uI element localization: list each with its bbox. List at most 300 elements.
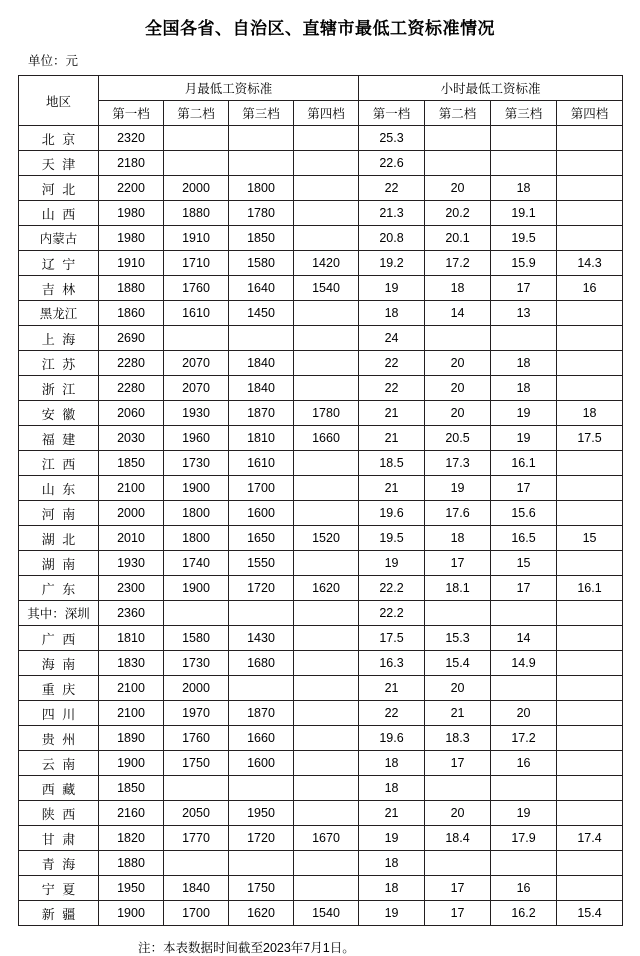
monthly-tier-1-cell: 1810 (99, 626, 164, 651)
monthly-tier-4-cell (294, 626, 359, 651)
monthly-tier-4-cell: 1660 (294, 426, 359, 451)
region-cell: 甘 肃 (19, 826, 99, 851)
region-cell: 湖 南 (19, 551, 99, 576)
monthly-tier-1-cell: 1850 (99, 776, 164, 801)
region-cell: 吉 林 (19, 276, 99, 301)
region-cell: 河 北 (19, 176, 99, 201)
hourly-tier-2-cell: 20 (425, 676, 491, 701)
monthly-tier-3-cell: 1840 (229, 351, 294, 376)
table-header-row-tiers (19, 101, 623, 126)
hourly-tier-2-cell: 20 (425, 801, 491, 826)
hourly-tier-4-cell (557, 451, 623, 476)
column-group-hourly: 小时最低工资标准 (359, 76, 623, 101)
hourly-tier-4-cell: 18 (557, 401, 623, 426)
column-group-monthly: 月最低工资标准 (99, 76, 359, 101)
monthly-tier-1-cell: 2100 (99, 476, 164, 501)
hourly-tier-1-cell: 16.3 (359, 651, 425, 676)
hourly-tier-4-cell (557, 226, 623, 251)
hourly-tier-4-cell (557, 351, 623, 376)
monthly-tier-2-cell: 1580 (164, 626, 229, 651)
monthly-tier-4-cell (294, 176, 359, 201)
monthly-tier-3-cell: 1800 (229, 176, 294, 201)
hourly-tier-3-cell: 17 (491, 576, 557, 601)
monthly-tier-2-cell: 1700 (164, 901, 229, 926)
monthly-tier-1-cell: 2300 (99, 576, 164, 601)
hourly-tier-4-cell (557, 626, 623, 651)
table-row (19, 301, 623, 326)
hourly-tier-2-cell (425, 776, 491, 801)
hourly-tier-4-cell (557, 651, 623, 676)
table-row (19, 351, 623, 376)
hourly-tier-3-cell: 19 (491, 426, 557, 451)
hourly-tier-1-cell: 19 (359, 276, 425, 301)
hourly-tier-3-cell: 16 (491, 751, 557, 776)
hourly-tier-4-cell (557, 176, 623, 201)
monthly-tier-4-cell (294, 801, 359, 826)
hourly-tier-4-cell (557, 601, 623, 626)
hourly-tier-3-cell: 16.5 (491, 526, 557, 551)
table-row (19, 401, 623, 426)
monthly-tier-2-cell: 1960 (164, 426, 229, 451)
table-row (19, 751, 623, 776)
monthly-tier-2-cell: 1930 (164, 401, 229, 426)
table-row (19, 476, 623, 501)
column-header-hourly-tier-1: 第一档 (359, 101, 425, 126)
column-header-monthly-tier-4: 第四档 (294, 101, 359, 126)
hourly-tier-4-cell (557, 501, 623, 526)
monthly-tier-4-cell (294, 226, 359, 251)
monthly-tier-2-cell: 1800 (164, 526, 229, 551)
monthly-tier-1-cell: 1930 (99, 551, 164, 576)
table-row (19, 201, 623, 226)
monthly-tier-2-cell: 1760 (164, 276, 229, 301)
hourly-tier-4-cell: 17.4 (557, 826, 623, 851)
region-cell: 贵 州 (19, 726, 99, 751)
hourly-tier-2-cell: 17 (425, 551, 491, 576)
table-row (19, 126, 623, 151)
monthly-tier-1-cell: 1850 (99, 451, 164, 476)
table-row (19, 576, 623, 601)
monthly-tier-4-cell: 1520 (294, 526, 359, 551)
hourly-tier-2-cell: 15.4 (425, 651, 491, 676)
column-header-monthly-tier-3: 第三档 (229, 101, 294, 126)
monthly-tier-2-cell: 1740 (164, 551, 229, 576)
monthly-tier-1-cell: 2280 (99, 351, 164, 376)
monthly-tier-2-cell: 2070 (164, 376, 229, 401)
table-row (19, 551, 623, 576)
hourly-tier-1-cell: 18 (359, 751, 425, 776)
monthly-tier-1-cell: 2030 (99, 426, 164, 451)
region-cell: 浙 江 (19, 376, 99, 401)
region-cell: 上 海 (19, 326, 99, 351)
region-cell: 重 庆 (19, 676, 99, 701)
monthly-tier-2-cell: 1900 (164, 576, 229, 601)
hourly-tier-1-cell: 22 (359, 701, 425, 726)
hourly-tier-4-cell (557, 376, 623, 401)
monthly-tier-2-cell: 1770 (164, 826, 229, 851)
monthly-tier-4-cell (294, 151, 359, 176)
table-row (19, 326, 623, 351)
region-cell: 海 南 (19, 651, 99, 676)
region-cell: 其中：深圳 (19, 601, 99, 626)
region-cell: 山 东 (19, 476, 99, 501)
table-row (19, 376, 623, 401)
hourly-tier-3-cell (491, 676, 557, 701)
monthly-tier-3-cell (229, 326, 294, 351)
hourly-tier-3-cell (491, 151, 557, 176)
region-cell: 江 苏 (19, 351, 99, 376)
monthly-tier-2-cell (164, 151, 229, 176)
hourly-tier-3-cell: 19.1 (491, 201, 557, 226)
hourly-tier-1-cell: 21 (359, 426, 425, 451)
hourly-tier-4-cell (557, 701, 623, 726)
hourly-tier-3-cell: 15 (491, 551, 557, 576)
monthly-tier-3-cell: 1950 (229, 801, 294, 826)
monthly-tier-3-cell: 1610 (229, 451, 294, 476)
table-row (19, 701, 623, 726)
hourly-tier-3-cell: 16.1 (491, 451, 557, 476)
table-row (19, 651, 623, 676)
hourly-tier-2-cell: 18 (425, 276, 491, 301)
monthly-tier-4-cell (294, 726, 359, 751)
region-cell: 西 藏 (19, 776, 99, 801)
region-cell: 湖 北 (19, 526, 99, 551)
monthly-tier-3-cell: 1430 (229, 626, 294, 651)
hourly-tier-3-cell: 17 (491, 276, 557, 301)
column-header-monthly-tier-1: 第一档 (99, 101, 164, 126)
table-row (19, 501, 623, 526)
monthly-tier-4-cell: 1670 (294, 826, 359, 851)
monthly-tier-1-cell: 1860 (99, 301, 164, 326)
hourly-tier-1-cell: 22.2 (359, 601, 425, 626)
monthly-tier-3-cell: 1550 (229, 551, 294, 576)
table-row (19, 876, 623, 901)
monthly-tier-4-cell (294, 351, 359, 376)
monthly-tier-4-cell (294, 751, 359, 776)
table-row (19, 851, 623, 876)
hourly-tier-1-cell: 24 (359, 326, 425, 351)
region-cell: 青 海 (19, 851, 99, 876)
region-cell: 天 津 (19, 151, 99, 176)
monthly-tier-4-cell (294, 876, 359, 901)
hourly-tier-2-cell: 20 (425, 351, 491, 376)
hourly-tier-3-cell: 16 (491, 876, 557, 901)
monthly-tier-1-cell: 1980 (99, 201, 164, 226)
hourly-tier-4-cell: 15.4 (557, 901, 623, 926)
monthly-tier-3-cell: 1840 (229, 376, 294, 401)
monthly-tier-2-cell: 1710 (164, 251, 229, 276)
monthly-tier-1-cell: 1830 (99, 651, 164, 676)
monthly-tier-2-cell: 1730 (164, 451, 229, 476)
monthly-tier-3-cell: 1580 (229, 251, 294, 276)
region-cell: 辽 宁 (19, 251, 99, 276)
hourly-tier-1-cell: 18 (359, 851, 425, 876)
monthly-tier-1-cell: 2180 (99, 151, 164, 176)
monthly-tier-2-cell: 1910 (164, 226, 229, 251)
monthly-tier-2-cell (164, 601, 229, 626)
monthly-tier-2-cell: 1730 (164, 651, 229, 676)
monthly-tier-3-cell (229, 676, 294, 701)
hourly-tier-1-cell: 21 (359, 476, 425, 501)
table-row (19, 901, 623, 926)
hourly-tier-2-cell: 18 (425, 526, 491, 551)
monthly-tier-1-cell: 1880 (99, 276, 164, 301)
hourly-tier-3-cell: 20 (491, 701, 557, 726)
hourly-tier-4-cell (557, 476, 623, 501)
table-row (19, 151, 623, 176)
monthly-tier-2-cell (164, 776, 229, 801)
hourly-tier-1-cell: 21.3 (359, 201, 425, 226)
hourly-tier-1-cell: 22.2 (359, 576, 425, 601)
hourly-tier-2-cell: 17.6 (425, 501, 491, 526)
monthly-tier-1-cell: 2320 (99, 126, 164, 151)
hourly-tier-2-cell: 17.3 (425, 451, 491, 476)
region-cell: 安 徽 (19, 401, 99, 426)
hourly-tier-1-cell: 22.6 (359, 151, 425, 176)
monthly-tier-3-cell: 1600 (229, 751, 294, 776)
monthly-tier-4-cell (294, 126, 359, 151)
table-row (19, 276, 623, 301)
hourly-tier-2-cell: 20 (425, 176, 491, 201)
monthly-tier-1-cell: 1980 (99, 226, 164, 251)
table-row (19, 801, 623, 826)
hourly-tier-2-cell: 17 (425, 901, 491, 926)
hourly-tier-2-cell: 20.5 (425, 426, 491, 451)
monthly-tier-4-cell: 1540 (294, 276, 359, 301)
hourly-tier-1-cell: 21 (359, 401, 425, 426)
monthly-tier-3-cell: 1600 (229, 501, 294, 526)
monthly-tier-4-cell: 1420 (294, 251, 359, 276)
hourly-tier-1-cell: 21 (359, 801, 425, 826)
region-cell: 福 建 (19, 426, 99, 451)
monthly-tier-3-cell: 1720 (229, 576, 294, 601)
hourly-tier-1-cell: 18 (359, 301, 425, 326)
monthly-tier-1-cell: 2060 (99, 401, 164, 426)
monthly-tier-4-cell (294, 476, 359, 501)
monthly-tier-3-cell: 1750 (229, 876, 294, 901)
hourly-tier-4-cell (557, 851, 623, 876)
monthly-tier-3-cell: 1620 (229, 901, 294, 926)
table-header-row-groups (19, 76, 623, 101)
region-cell: 江 西 (19, 451, 99, 476)
monthly-tier-1-cell: 2100 (99, 701, 164, 726)
hourly-tier-4-cell (557, 676, 623, 701)
hourly-tier-3-cell: 15.9 (491, 251, 557, 276)
hourly-tier-1-cell: 19 (359, 826, 425, 851)
monthly-tier-1-cell: 2160 (99, 801, 164, 826)
hourly-tier-2-cell: 19 (425, 476, 491, 501)
hourly-tier-4-cell (557, 326, 623, 351)
region-cell: 宁 夏 (19, 876, 99, 901)
hourly-tier-1-cell: 18 (359, 776, 425, 801)
hourly-tier-3-cell: 14 (491, 626, 557, 651)
hourly-tier-4-cell (557, 201, 623, 226)
table-row (19, 176, 623, 201)
monthly-tier-2-cell: 1750 (164, 751, 229, 776)
hourly-tier-4-cell (557, 151, 623, 176)
monthly-tier-1-cell: 1900 (99, 751, 164, 776)
monthly-tier-2-cell: 2000 (164, 176, 229, 201)
hourly-tier-3-cell: 19 (491, 401, 557, 426)
monthly-tier-2-cell: 1900 (164, 476, 229, 501)
table-row (19, 426, 623, 451)
table-row (19, 601, 623, 626)
region-cell: 广 东 (19, 576, 99, 601)
table-footnote: 注：本表数据时间截至2023年7月1日。 (138, 941, 355, 955)
monthly-tier-4-cell (294, 326, 359, 351)
hourly-tier-4-cell (557, 776, 623, 801)
hourly-tier-3-cell: 17.9 (491, 826, 557, 851)
hourly-tier-3-cell (491, 851, 557, 876)
monthly-tier-1-cell: 2690 (99, 326, 164, 351)
monthly-tier-1-cell: 1890 (99, 726, 164, 751)
monthly-tier-2-cell: 1970 (164, 701, 229, 726)
hourly-tier-2-cell: 17 (425, 751, 491, 776)
region-cell: 广 西 (19, 626, 99, 651)
table-header (19, 76, 623, 126)
monthly-tier-4-cell: 1620 (294, 576, 359, 601)
region-cell: 北 京 (19, 126, 99, 151)
hourly-tier-4-cell (557, 551, 623, 576)
hourly-tier-2-cell (425, 151, 491, 176)
hourly-tier-4-cell (557, 751, 623, 776)
monthly-tier-4-cell (294, 701, 359, 726)
hourly-tier-2-cell: 20.2 (425, 201, 491, 226)
hourly-tier-2-cell: 17 (425, 876, 491, 901)
hourly-tier-3-cell: 13 (491, 301, 557, 326)
monthly-tier-3-cell: 1870 (229, 401, 294, 426)
hourly-tier-1-cell: 20.8 (359, 226, 425, 251)
hourly-tier-1-cell: 22 (359, 176, 425, 201)
monthly-tier-3-cell: 1810 (229, 426, 294, 451)
hourly-tier-4-cell (557, 126, 623, 151)
hourly-tier-1-cell: 19.6 (359, 501, 425, 526)
table-row (19, 776, 623, 801)
column-header-region: 地区 (19, 76, 99, 126)
hourly-tier-1-cell: 19.6 (359, 726, 425, 751)
monthly-tier-1-cell: 2000 (99, 501, 164, 526)
hourly-tier-3-cell: 19 (491, 801, 557, 826)
table-row (19, 251, 623, 276)
monthly-tier-1-cell: 1880 (99, 851, 164, 876)
hourly-tier-2-cell: 14 (425, 301, 491, 326)
hourly-tier-3-cell (491, 776, 557, 801)
monthly-tier-1-cell: 1910 (99, 251, 164, 276)
region-cell: 内蒙古 (19, 226, 99, 251)
hourly-tier-1-cell: 22 (359, 351, 425, 376)
region-cell: 陕 西 (19, 801, 99, 826)
region-cell: 新 疆 (19, 901, 99, 926)
monthly-tier-4-cell: 1540 (294, 901, 359, 926)
monthly-tier-2-cell (164, 851, 229, 876)
hourly-tier-3-cell: 18 (491, 376, 557, 401)
monthly-tier-4-cell (294, 676, 359, 701)
hourly-tier-2-cell: 18.1 (425, 576, 491, 601)
monthly-tier-3-cell (229, 851, 294, 876)
hourly-tier-2-cell: 20 (425, 376, 491, 401)
minimum-wage-table (18, 75, 623, 926)
hourly-tier-2-cell: 20.1 (425, 226, 491, 251)
hourly-tier-3-cell: 17 (491, 476, 557, 501)
hourly-tier-3-cell (491, 126, 557, 151)
monthly-tier-3-cell: 1650 (229, 526, 294, 551)
hourly-tier-2-cell: 18.3 (425, 726, 491, 751)
monthly-tier-2-cell: 1800 (164, 501, 229, 526)
monthly-tier-4-cell (294, 451, 359, 476)
hourly-tier-2-cell: 15.3 (425, 626, 491, 651)
hourly-tier-3-cell: 17.2 (491, 726, 557, 751)
monthly-tier-3-cell (229, 126, 294, 151)
monthly-tier-4-cell: 1780 (294, 401, 359, 426)
hourly-tier-1-cell: 18 (359, 876, 425, 901)
hourly-tier-2-cell (425, 326, 491, 351)
monthly-tier-1-cell: 2010 (99, 526, 164, 551)
monthly-tier-2-cell: 1760 (164, 726, 229, 751)
hourly-tier-3-cell: 18 (491, 351, 557, 376)
hourly-tier-1-cell: 22 (359, 376, 425, 401)
hourly-tier-2-cell: 21 (425, 701, 491, 726)
monthly-tier-4-cell (294, 201, 359, 226)
monthly-tier-3-cell (229, 601, 294, 626)
monthly-tier-3-cell: 1660 (229, 726, 294, 751)
monthly-tier-1-cell: 1900 (99, 901, 164, 926)
monthly-tier-3-cell: 1700 (229, 476, 294, 501)
unit-label: 单位：元 (28, 54, 79, 68)
monthly-tier-2-cell (164, 126, 229, 151)
hourly-tier-2-cell: 18.4 (425, 826, 491, 851)
table-row (19, 226, 623, 251)
hourly-tier-3-cell (491, 326, 557, 351)
monthly-tier-1-cell: 2100 (99, 676, 164, 701)
hourly-tier-4-cell: 16.1 (557, 576, 623, 601)
hourly-tier-2-cell (425, 851, 491, 876)
monthly-tier-3-cell: 1450 (229, 301, 294, 326)
monthly-tier-2-cell: 2000 (164, 676, 229, 701)
monthly-tier-4-cell (294, 651, 359, 676)
hourly-tier-1-cell: 19.2 (359, 251, 425, 276)
monthly-tier-3-cell: 1870 (229, 701, 294, 726)
hourly-tier-1-cell: 18.5 (359, 451, 425, 476)
hourly-tier-4-cell (557, 301, 623, 326)
monthly-tier-3-cell (229, 776, 294, 801)
monthly-tier-3-cell (229, 151, 294, 176)
monthly-tier-4-cell (294, 776, 359, 801)
hourly-tier-3-cell: 14.9 (491, 651, 557, 676)
monthly-tier-1-cell: 1820 (99, 826, 164, 851)
monthly-tier-1-cell: 2200 (99, 176, 164, 201)
region-cell: 河 南 (19, 501, 99, 526)
hourly-tier-3-cell: 16.2 (491, 901, 557, 926)
table-row (19, 626, 623, 651)
column-header-hourly-tier-2: 第二档 (425, 101, 491, 126)
hourly-tier-3-cell: 19.5 (491, 226, 557, 251)
hourly-tier-4-cell (557, 726, 623, 751)
region-cell: 四 川 (19, 701, 99, 726)
monthly-tier-4-cell (294, 376, 359, 401)
hourly-tier-4-cell: 15 (557, 526, 623, 551)
hourly-tier-1-cell: 21 (359, 676, 425, 701)
monthly-tier-2-cell: 1880 (164, 201, 229, 226)
monthly-tier-3-cell: 1780 (229, 201, 294, 226)
table-row (19, 726, 623, 751)
hourly-tier-1-cell: 19.5 (359, 526, 425, 551)
table-row (19, 451, 623, 476)
column-header-hourly-tier-3: 第三档 (491, 101, 557, 126)
monthly-tier-3-cell: 1640 (229, 276, 294, 301)
monthly-tier-4-cell (294, 851, 359, 876)
hourly-tier-2-cell: 17.2 (425, 251, 491, 276)
table-body (19, 126, 623, 926)
